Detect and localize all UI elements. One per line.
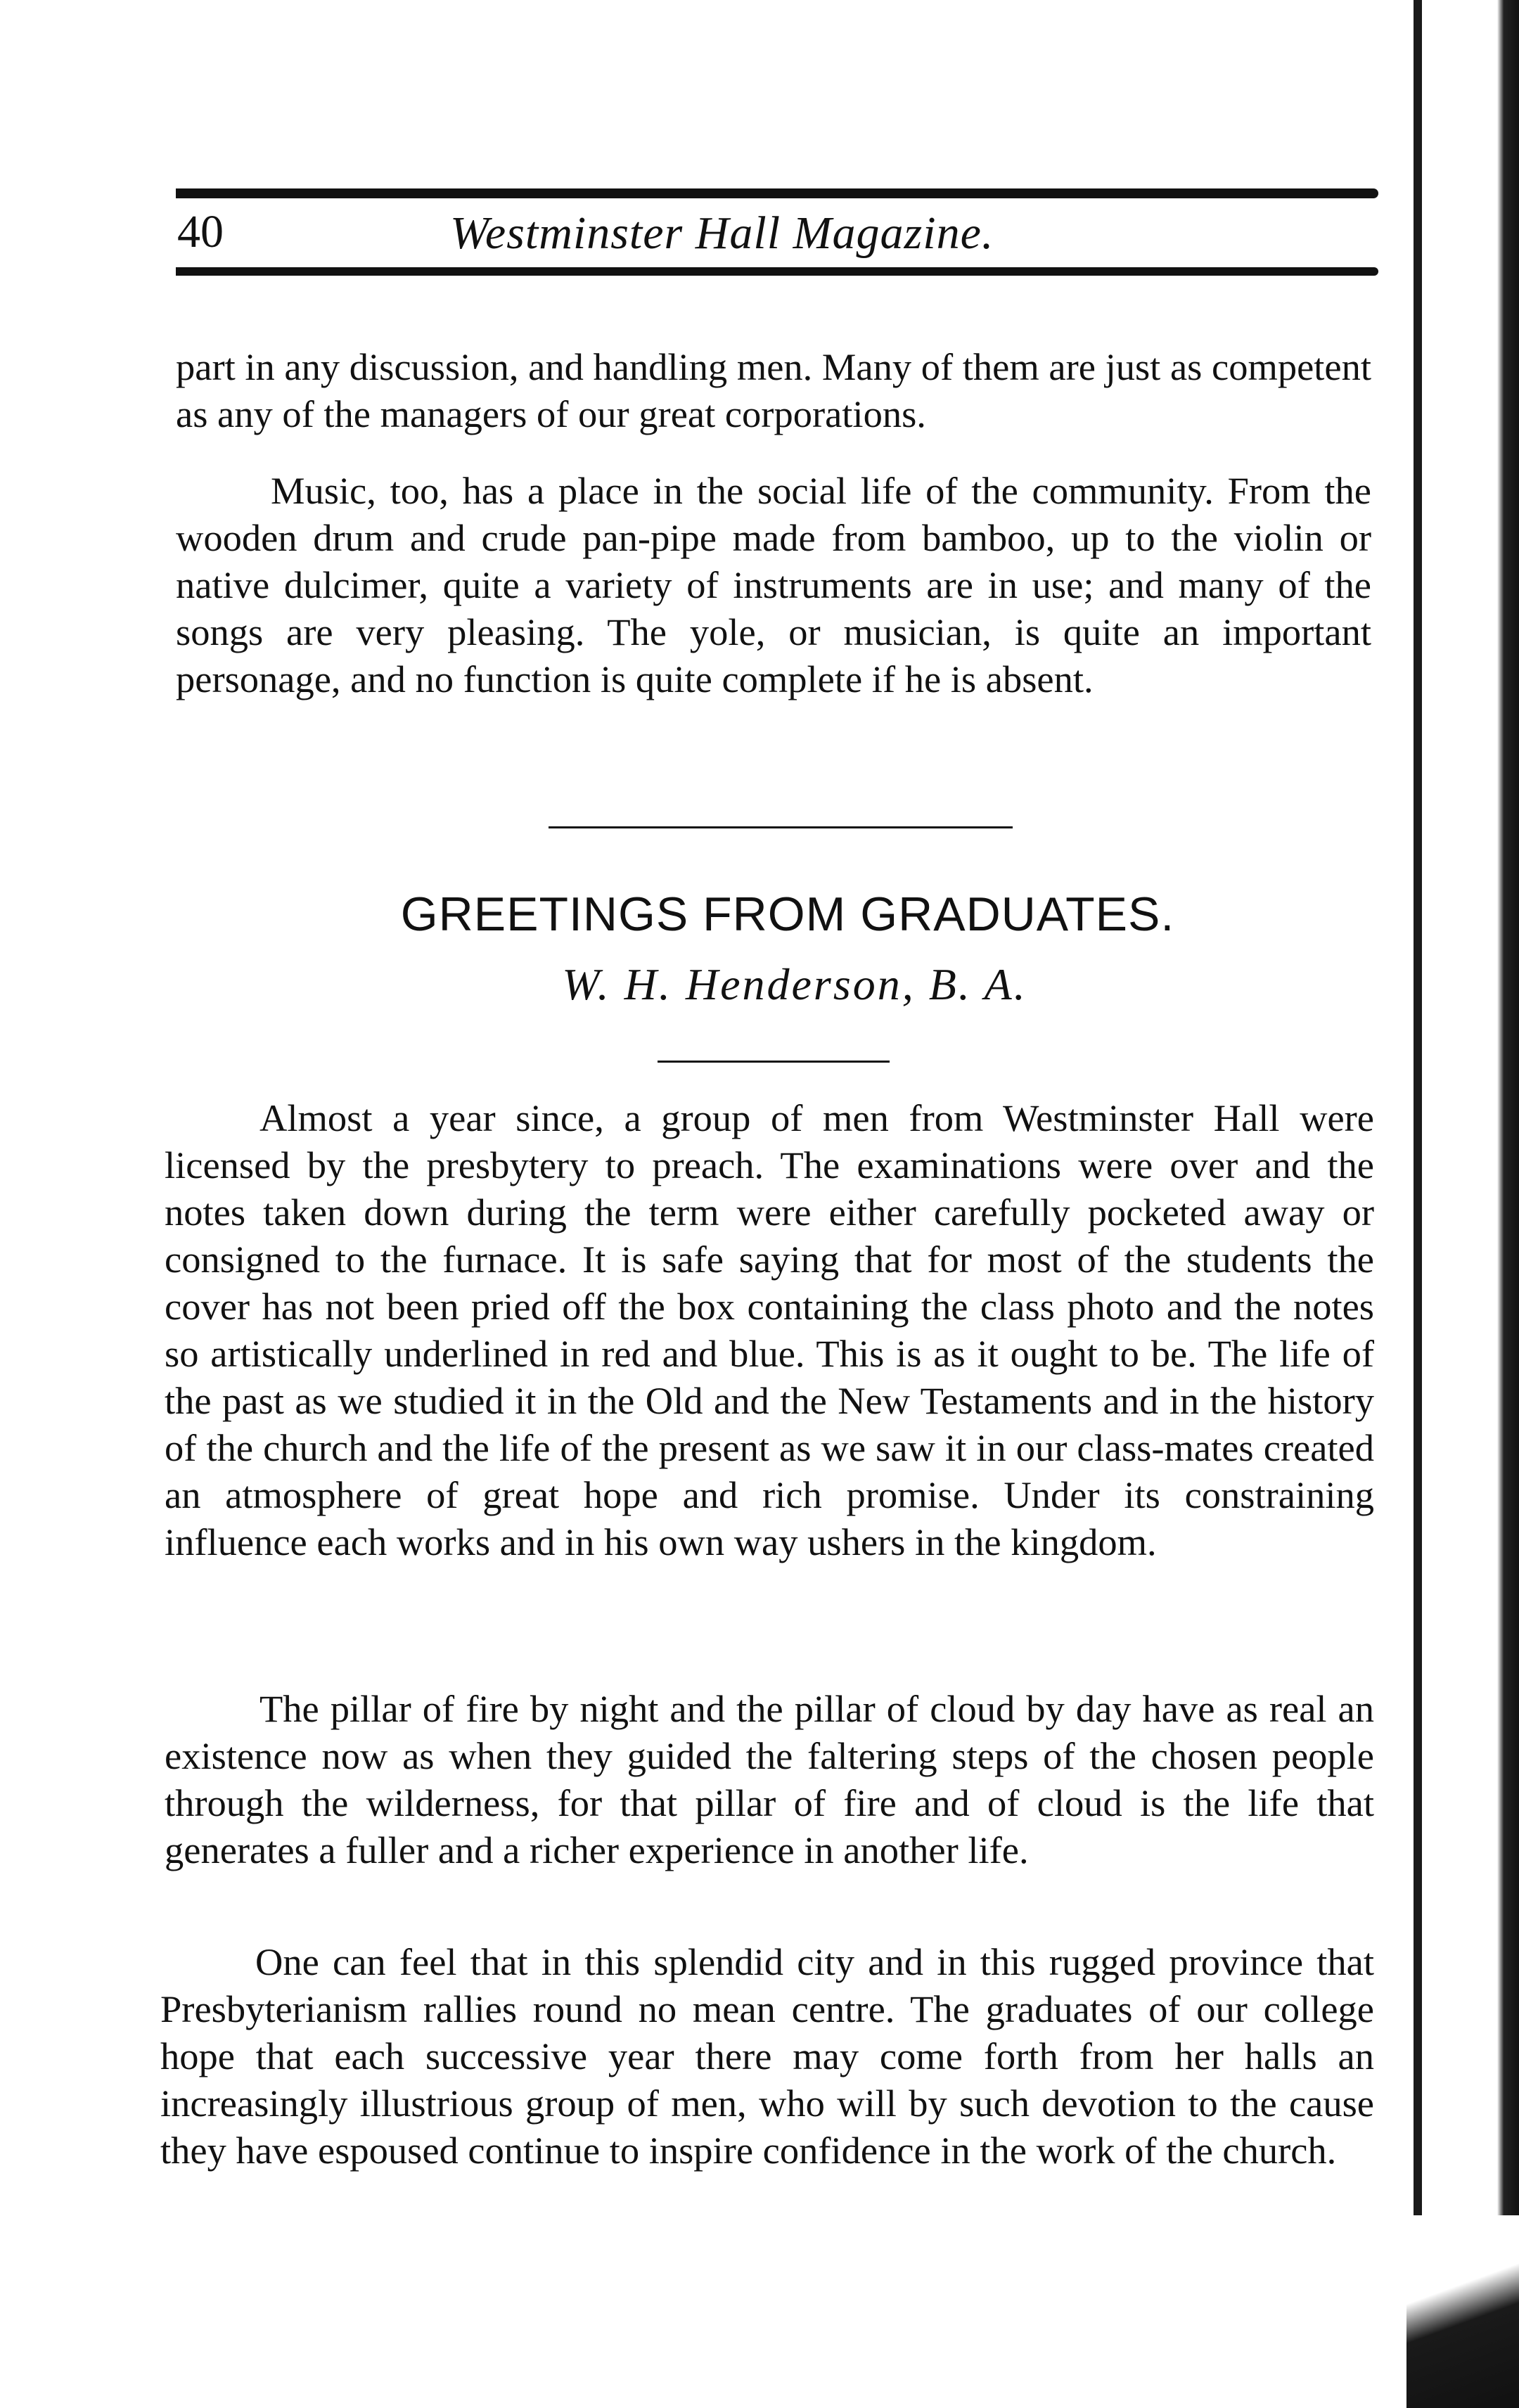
paragraph-music: Music, too, has a place in the social life of the community. From the wooden drum and crude pan-pipe made from bamboo, up to the violin or native dulcimer, quite a variety of instruments are in use; and many of the songs are very pleasing. The yole, or musician, is quite an important personage, and no function is quite complete if he is absent. xyxy=(176,469,1371,700)
running-head: Westminster Hall Magazine. xyxy=(450,207,994,259)
paragraph-continuation: part in any discussion, and handling men. Many of them are just as competent as any of the managers of our great corporations. xyxy=(176,345,1371,435)
paragraph-city: One can feel that in this splendid city and in this rugged province that Presbyterianism rallies round no mean centre. The graduates of our college hope that each successive year there may come forth from her halls an increasingly illustrious group of men, who will by such devotion to the cause they have espoused continue to inspire confidence in the work of the church. xyxy=(160,1940,1374,2172)
author-byline: W. H. Henderson, B. A. xyxy=(562,959,1027,1009)
paragraph-pillar: The pillar of fire by night and the pillar of cloud by day have as real an existence now as when they guided the faltering steps of the chosen people through the wilderness, for that pillar of fire and of cloud is the life that generates a fuller and a richer experience in another life. xyxy=(165,1687,1374,1871)
page-binding-line xyxy=(1414,0,1422,2408)
section-title: GREETINGS FROM GRADUATES. xyxy=(400,888,1175,941)
section-divider-bottom xyxy=(658,1061,890,1063)
page-number: 40 xyxy=(177,206,224,257)
paragraph-licensed: Almost a year since, a group of men from Westminster Hall were licensed by the presbytery to preach. The examinations were over and the notes taken down during the term were either carefully pocketed away or consigned to the furnace. It is safe saying that for most of the students the cover has not been pried off the box containing the class photo and the notes so artistically underlined in red and blue. This is as it ought to be. The life of the past as we studied it in the Old and the New Testaments and in the history of the church and the life of the present as we saw it in our class-mates created an atmosphere of great hope and rich promise. Under its constraining influence each works and in his own way ushers in the kingdom. xyxy=(165,1096,1374,1563)
page-binding-shadow xyxy=(1410,0,1519,2408)
header-rule-bottom xyxy=(176,267,1378,276)
page-binding-corner xyxy=(1406,2215,1519,2408)
section-divider-top xyxy=(549,826,1013,828)
header-rule-top xyxy=(176,188,1378,198)
